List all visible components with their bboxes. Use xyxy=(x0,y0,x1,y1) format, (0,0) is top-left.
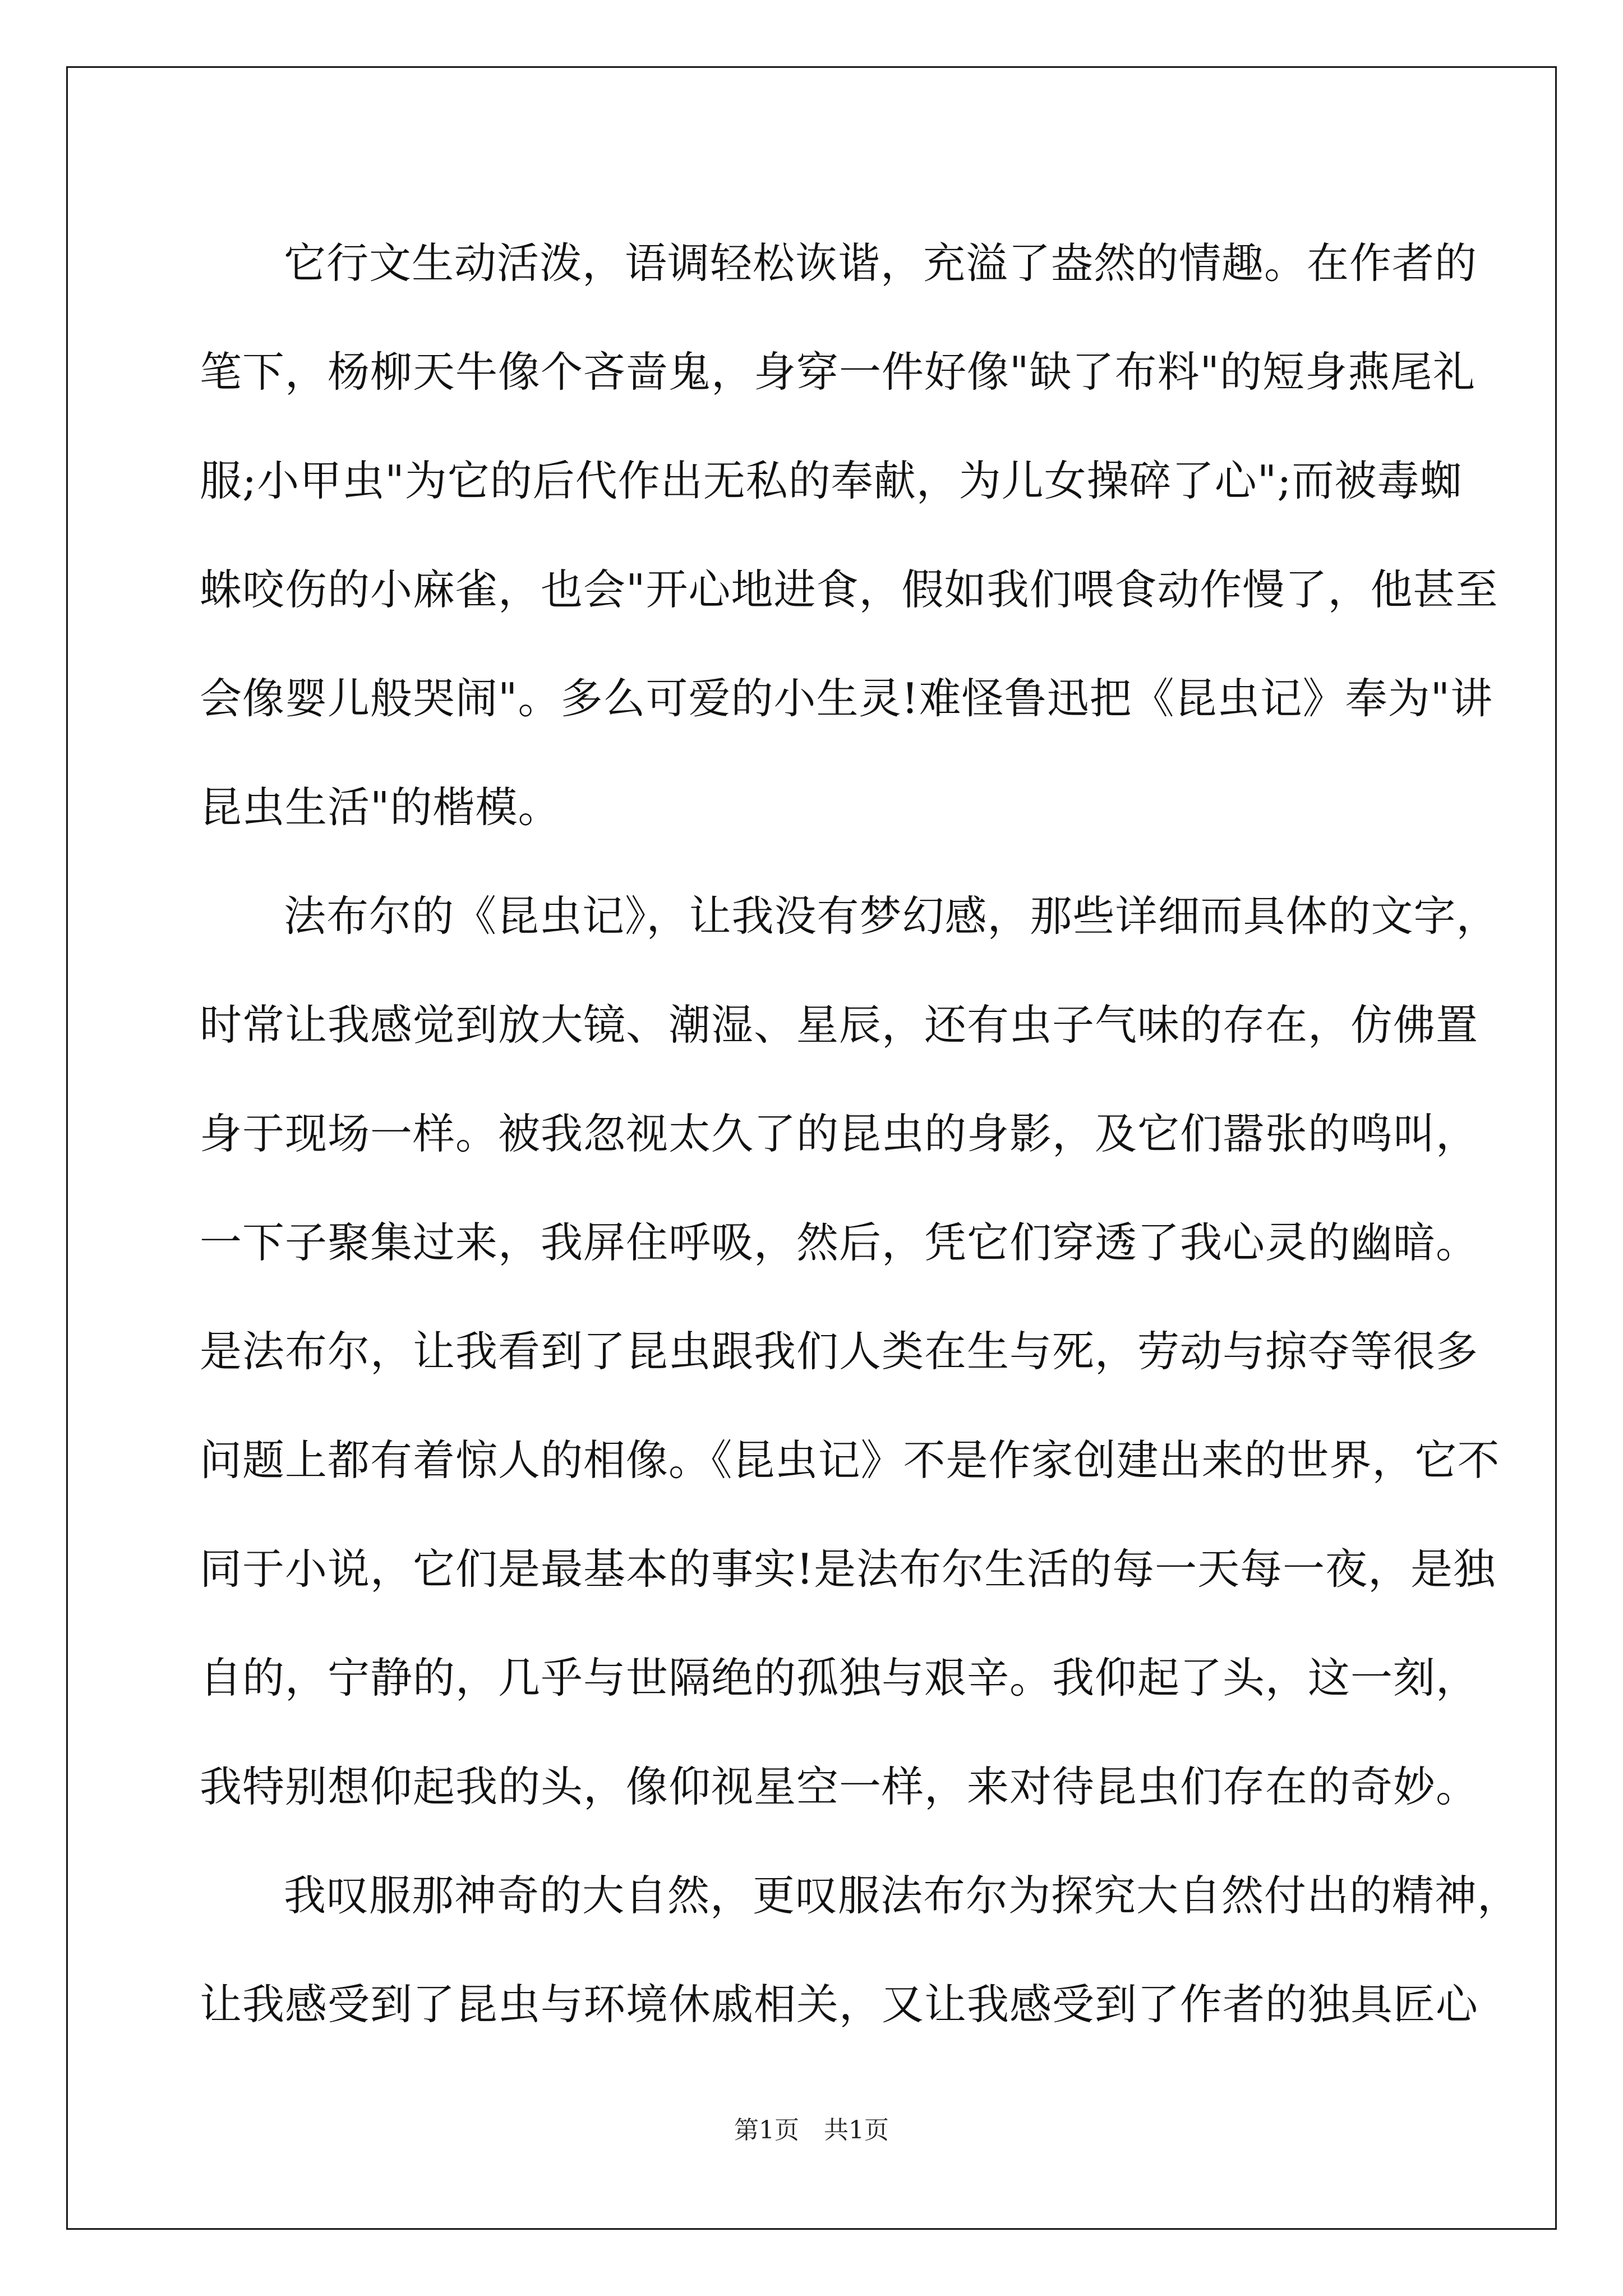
text-line: 笔下，杨柳天牛像个吝啬鬼，身穿一件好像"缺了布料"的短身燕尾礼 xyxy=(200,347,1476,397)
text-line: 服;小甲虫"为它的后代作出无私的奉献，为儿女操碎了心";而被毒蜘 xyxy=(200,456,1463,505)
text-line: 问题上都有着惊人的相像。《昆虫记》不是作家创建出来的世界，它不 xyxy=(200,1435,1500,1485)
text-line: 时常让我感觉到放大镜、潮湿、星辰，还有虫子气味的存在，仿佛置 xyxy=(200,1000,1479,1050)
text-line: 它行文生动活泼，语调轻松诙谐，充溢了盎然的情趣。在作者的 xyxy=(284,238,1478,288)
text-line: 法布尔的《昆虫记》，让我没有梦幻感，那些详细而具体的文字， xyxy=(284,891,1499,941)
text-line: 同于小说，它们是最基本的事实!是法布尔生活的每一天每一夜，是独 xyxy=(200,1544,1496,1594)
text-line: 自的，宁静的，几乎与世隔绝的孤独与艰辛。我仰起了头，这一刻， xyxy=(200,1653,1479,1703)
text-line: 会像婴儿般哭闹"。多么可爱的小生灵!难怪鲁迅把《昆虫记》奉为"讲 xyxy=(200,674,1493,723)
text-line: 蛛咬伤的小麻雀，也会"开心地进食，假如我们喂食动作慢了，他甚至 xyxy=(200,565,1498,614)
text-line: 昆虫生活"的楷模。 xyxy=(200,783,561,832)
text-line: 我叹服那神奇的大自然，更叹服法布尔为探究大自然付出的精神， xyxy=(284,1871,1520,1920)
text-line: 身于现场一样。被我忽视太久了的昆虫的身影，及它们嚣张的鸣叫， xyxy=(200,1109,1479,1158)
page-number-footer: 第1页 共1页 xyxy=(734,2116,889,2145)
text-line: 是法布尔，让我看到了昆虫跟我们人类在生与死，劳动与掠夺等很多 xyxy=(200,1327,1479,1376)
document-body xyxy=(200,209,1520,2059)
text-line: 一下子聚集过来，我屏住呼吸，然后，凭它们穿透了我心灵的幽暗。 xyxy=(200,1218,1479,1267)
text-line: 让我感受到了昆虫与环境休戚相关，又让我感受到了作者的独具匠心 xyxy=(200,1980,1479,2029)
text-line: 我特别想仰起我的头，像仰视星空一样，来对待昆虫们存在的奇妙。 xyxy=(200,1762,1479,1811)
